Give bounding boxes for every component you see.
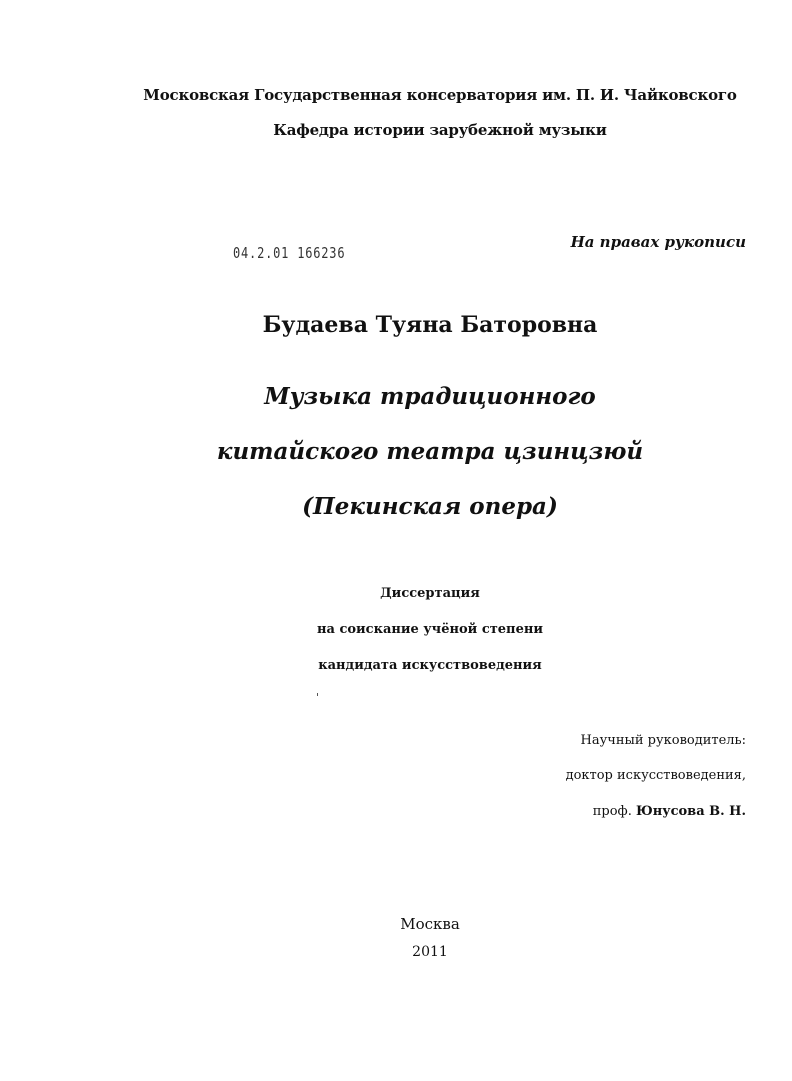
dissertation-title-line-1: Музыка традиционного xyxy=(264,383,596,410)
scan-speck xyxy=(317,693,318,696)
institution-name: Московская Государственная консерватория им. П. И. Чайковского xyxy=(143,86,737,104)
dissertation-title-line-3: (Пекинская опера) xyxy=(302,493,558,520)
department-name: Кафедра истории зарубежной музыки xyxy=(273,121,607,139)
dissertation-title-line-2: китайского театра цзинцзюй xyxy=(216,438,644,465)
supervisor-degree: доктор искусствоведения, xyxy=(565,768,746,783)
manuscript-rights-note: На правах рукописи xyxy=(570,233,746,251)
dissertation-degree: кандидата искусствоведения xyxy=(318,658,542,673)
year: 2011 xyxy=(412,944,448,960)
supervisor-name: Юнусова В. Н. xyxy=(636,804,746,819)
library-stamp-code: 04.2.01 166236 xyxy=(233,244,346,262)
supervisor-label: Научный руководитель: xyxy=(580,733,746,748)
supervisor-name-line xyxy=(593,804,746,819)
dissertation-purpose: на соискание учёной степени xyxy=(316,622,544,637)
dissertation-type: Диссертация xyxy=(380,586,480,601)
supervisor-title-prefix: проф. xyxy=(592,804,632,819)
city: Москва xyxy=(400,915,460,933)
author-name: Будаева Туяна Баторовна xyxy=(262,312,598,338)
